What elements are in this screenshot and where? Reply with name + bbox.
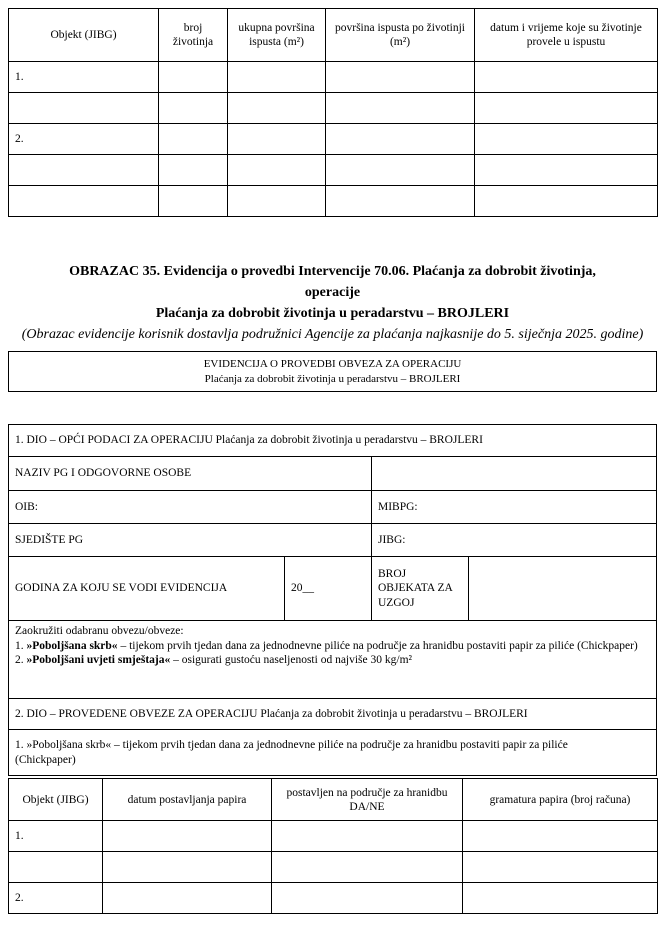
empty-cell [475,124,658,155]
sjediste-jibg-row [9,523,656,556]
ispust-header-objekt: Objekt (JIBG) [9,9,159,62]
papir-header-row [9,779,658,821]
obveza-1 [15,639,650,654]
ispust-row-label: 2. [9,124,159,155]
empty-cell [326,155,475,186]
ispust-row-blank [9,155,658,186]
empty-cell [475,93,658,124]
empty-cell [228,62,326,93]
ispust-header-datum-vrijeme: datum i vrijeme koje su životinje provele u ispustu [475,9,658,62]
empty-cell [326,124,475,155]
ispust-row-blank [9,186,658,217]
form-title-line2: operacije [304,285,361,300]
ispust-row-blank [9,93,658,124]
papir-table [8,778,658,914]
obveze-intro: Zaokružiti odabranu obvezu/obveze: [15,625,184,637]
document-content [8,8,657,914]
empty-cell [228,124,326,155]
empty-cell [103,821,272,852]
papir-header-gramatura: gramatura papira (broj računa) [463,779,658,821]
form-title-line1: OBRAZAC 35. Evidencija o provedbi Intervencije 70.06. Plaćanja za dobrobit životinja, [69,264,596,279]
papir-header-postavljen: postavljen na područje za hranidbu DA/NE [272,779,463,821]
papir-row-1 [9,821,658,852]
naziv-row [9,456,656,490]
part1-table [8,424,657,776]
empty-cell [159,124,228,155]
papir-row-2 [9,883,658,914]
empty-cell [326,93,475,124]
ispust-row-2 [9,124,658,155]
ispust-row-label [9,155,159,186]
obveza-1-name: »Poboljšana skrb« [26,639,118,652]
empty-cell [103,883,272,914]
ispust-header-row [9,9,658,62]
obveze-row [9,620,656,698]
naziv-label: NAZIV PG I ODGOVORNE OSOBE [15,467,192,480]
obveza-1-text: – tijekom prvih tjedan dana za jednodnevne piliće na područje za hranidbu postaviti papir za piliće (Chickpaper) [117,639,638,652]
ispust-row-label [9,93,159,124]
empty-cell [475,186,658,217]
empty-cell [475,155,658,186]
godina-row [9,556,656,620]
empty-cell [272,821,463,852]
empty-cell [272,883,463,914]
obveza-1-prefix: 1. [15,639,27,652]
sjediste-label: SJEDIŠTE PG [15,533,84,546]
empty-cell [228,93,326,124]
ispust-row-label: 1. [9,62,159,93]
evidencija-header-line1: EVIDENCIJA O PROVEDBI OBVEZA ZA OPERACIJU [203,358,462,370]
part2-obveza1-row [9,729,656,775]
papir-header-datum: datum postavljanja papira [103,779,272,821]
part2-title-row [9,698,656,729]
empty-cell [272,852,463,883]
mibpg-label: MIBPG: [371,491,656,523]
evidencija-header-box [8,351,657,392]
ispust-row-1 [9,62,658,93]
obveza-2-prefix: 2. [15,654,27,666]
part1-title: 1. DIO – OPĆI PODACI ZA OPERACIJU Plaćanja za dobrobit životinja u peradarstvu – BROJLERI [15,434,483,447]
empty-cell [326,62,475,93]
papir-header-objekt: Objekt (JIBG) [9,779,103,821]
empty-cell [103,852,272,883]
jibg-label: JIBG: [371,524,656,556]
ispust-row-label [9,186,159,217]
empty-cell [228,186,326,217]
godina-value: 20__ [284,557,371,620]
godina-label: GODINA ZA KOJU SE VODI EVIDENCIJA [15,582,228,595]
empty-cell [326,186,475,217]
broj-objekata-value-cell [468,557,656,620]
part2-obveza1-text: 1. »Poboljšana skrb« – tijekom prvih tjedan dana za jednodnevne piliće na područje za hranidbu postaviti papir za piliće (Chickpaper) [15,739,568,766]
oib-mibpg-row [9,490,656,523]
empty-cell [159,155,228,186]
part1-title-row [9,425,656,456]
broj-objekata-label: BROJ OBJEKATA ZA UZGOJ [371,557,468,620]
part2-title: 2. DIO – PROVEDENE OBVEZE ZA OPERACIJU Plaćanja za dobrobit životinja u peradarstvu – BROJLERI [15,707,528,720]
oib-label: OIB: [15,500,38,513]
obveza-2-name: »Poboljšani uvjeti smještaja« [26,654,171,666]
ispust-table [8,8,658,217]
obveza-2 [15,653,650,668]
empty-cell [159,186,228,217]
papir-row-blank [9,852,658,883]
form-title-block [8,261,657,345]
naziv-value-cell [371,457,656,490]
ispust-header-ukupna-povrsina: ukupna površina ispusta (m²) [228,9,326,62]
obveze-cell [9,621,656,698]
ispust-header-povrsina-po-zivotinji: površina ispusta po životinji (m²) [326,9,475,62]
empty-cell [463,883,658,914]
empty-cell [463,852,658,883]
papir-row-label: 2. [9,883,103,914]
empty-cell [159,93,228,124]
evidencija-header-line2: Plaćanja za dobrobit životinja u peradarstvu – BROJLERI [204,372,461,385]
empty-cell [475,62,658,93]
papir-row-label: 1. [9,821,103,852]
ispust-header-broj-zivotinja: broj životinja [159,9,228,62]
form-title-line3: Plaćanja za dobrobit životinja u peradarstvu – BROJLERI [155,306,510,321]
form-title-note: (Obrazac evidencije korisnik dostavlja podružnici Agencije za plaćanja najkasnije do 5. siječnja 2025. godine) [21,327,644,342]
empty-cell [228,155,326,186]
obveza-2-text: – osigurati gustoću naseljenosti od najviše 30 kg/m² [170,654,412,666]
empty-cell [463,821,658,852]
papir-row-label [9,852,103,883]
empty-cell [159,62,228,93]
